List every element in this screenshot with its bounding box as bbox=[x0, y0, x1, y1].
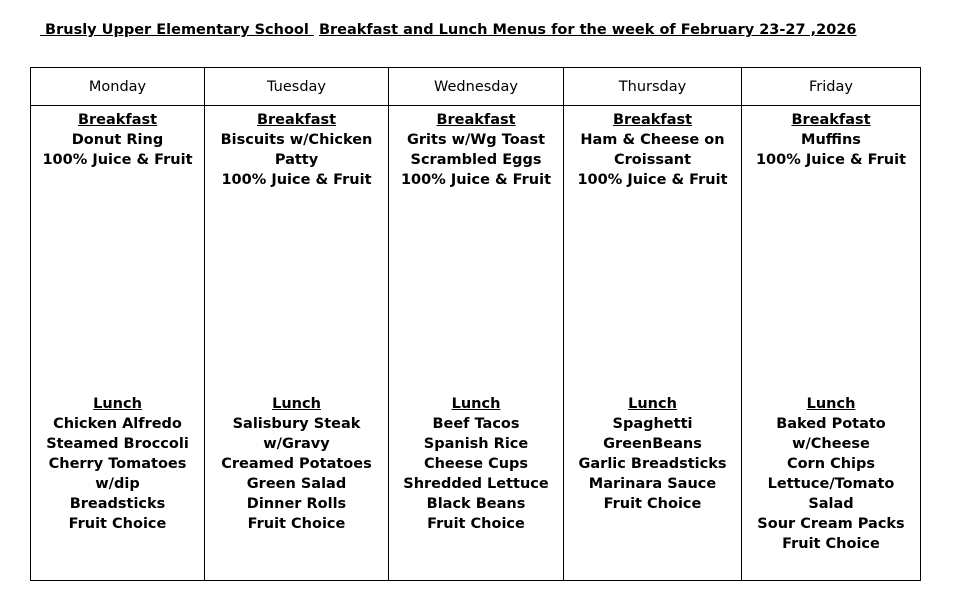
breakfast-item: 100% Juice & Fruit bbox=[221, 172, 372, 188]
lunch-item: GreenBeans bbox=[603, 436, 702, 452]
lunch-item: Salad bbox=[808, 496, 854, 512]
lunch-item: Garlic Breadsticks bbox=[578, 456, 727, 472]
lunch-section bbox=[391, 394, 561, 534]
lunch-item: Breadsticks bbox=[69, 496, 166, 512]
lunch-section bbox=[33, 394, 202, 534]
lunch-section bbox=[566, 394, 739, 514]
breakfast-item: Muffins bbox=[801, 132, 861, 148]
lunch-item: Fruit Choice bbox=[427, 516, 525, 532]
lunch-item: Marinara Sauce bbox=[588, 476, 717, 492]
breakfast-item: 100% Juice & Fruit bbox=[42, 152, 193, 168]
lunch-item: w/Gravy bbox=[263, 436, 330, 452]
lunch-heading: Lunch bbox=[451, 396, 501, 412]
breakfast-section bbox=[207, 110, 386, 190]
breakfast-heading: Breakfast bbox=[256, 112, 337, 128]
breakfast-item: Donut Ring bbox=[71, 132, 164, 148]
breakfast-section bbox=[391, 110, 561, 190]
menu-row bbox=[31, 106, 921, 581]
day-cell-wednesday bbox=[389, 106, 564, 581]
day-cell-monday bbox=[31, 106, 205, 581]
breakfast-item: Croissant bbox=[613, 152, 692, 168]
day-cell-tuesday bbox=[205, 106, 389, 581]
lunch-heading: Lunch bbox=[806, 396, 856, 412]
lunch-item: Baked Potato bbox=[776, 416, 886, 432]
breakfast-item: Patty bbox=[274, 152, 319, 168]
breakfast-item: Ham & Cheese on bbox=[580, 132, 725, 148]
lunch-item: Cheese Cups bbox=[423, 456, 529, 472]
breakfast-heading: Breakfast bbox=[612, 112, 693, 128]
lunch-item: Salisbury Steak bbox=[232, 416, 361, 432]
day-header-monday: Monday bbox=[31, 68, 205, 106]
lunch-item: w/Cheese bbox=[792, 436, 870, 452]
day-header-friday: Friday bbox=[742, 68, 921, 106]
day-header-thursday: Thursday bbox=[564, 68, 742, 106]
lunch-heading: Lunch bbox=[93, 396, 142, 412]
lunch-item: Fruit Choice bbox=[247, 516, 346, 532]
lunch-section bbox=[744, 394, 918, 554]
day-header-row bbox=[31, 68, 921, 106]
breakfast-item: 100% Juice & Fruit bbox=[755, 152, 907, 168]
breakfast-section bbox=[33, 110, 202, 170]
lunch-item: Spaghetti bbox=[612, 416, 693, 432]
breakfast-heading: Breakfast bbox=[77, 112, 158, 128]
lunch-item: Sour Cream Packs bbox=[757, 516, 905, 532]
lunch-heading: Lunch bbox=[272, 396, 321, 412]
lunch-item: Creamed Potatoes bbox=[221, 456, 372, 472]
lunch-item: Spanish Rice bbox=[423, 436, 529, 452]
breakfast-item: Grits w/Wg Toast bbox=[406, 132, 546, 148]
lunch-item: Green Salad bbox=[246, 476, 347, 492]
lunch-item: Chicken Alfredo bbox=[53, 416, 182, 432]
breakfast-heading: Breakfast bbox=[791, 112, 871, 128]
lunch-item: Fruit Choice bbox=[782, 536, 880, 552]
breakfast-item: Biscuits w/Chicken bbox=[220, 132, 373, 148]
lunch-section bbox=[207, 394, 386, 534]
breakfast-section bbox=[566, 110, 739, 190]
day-cell-thursday bbox=[564, 106, 742, 581]
breakfast-item: 100% Juice & Fruit bbox=[400, 172, 552, 188]
breakfast-item: Scrambled Eggs bbox=[410, 152, 542, 168]
school-name: Brusly Upper Elementary School bbox=[40, 22, 314, 38]
breakfast-heading: Breakfast bbox=[436, 112, 516, 128]
day-header-tuesday: Tuesday bbox=[205, 68, 389, 106]
menu-table bbox=[30, 67, 921, 581]
lunch-item: w/dip bbox=[95, 476, 140, 492]
day-header-wednesday: Wednesday bbox=[389, 68, 564, 106]
lunch-item: Lettuce/Tomato bbox=[767, 476, 895, 492]
breakfast-section bbox=[744, 110, 918, 170]
menu-title: Breakfast and Lunch Menus for the week of February 23-27 ,2026 bbox=[318, 22, 857, 38]
lunch-item: Fruit Choice bbox=[68, 516, 167, 532]
lunch-item: Fruit Choice bbox=[603, 496, 702, 512]
lunch-item: Shredded Lettuce bbox=[403, 476, 549, 492]
lunch-item: Dinner Rolls bbox=[246, 496, 347, 512]
lunch-item: Steamed Broccoli bbox=[46, 436, 189, 452]
lunch-item: Corn Chips bbox=[786, 456, 876, 472]
lunch-heading: Lunch bbox=[628, 396, 677, 412]
lunch-item: Beef Tacos bbox=[432, 416, 520, 432]
lunch-item: Black Beans bbox=[426, 496, 526, 512]
day-cell-friday bbox=[742, 106, 921, 581]
breakfast-item: 100% Juice & Fruit bbox=[577, 172, 728, 188]
page-title bbox=[40, 22, 857, 38]
lunch-item: Cherry Tomatoes bbox=[48, 456, 187, 472]
